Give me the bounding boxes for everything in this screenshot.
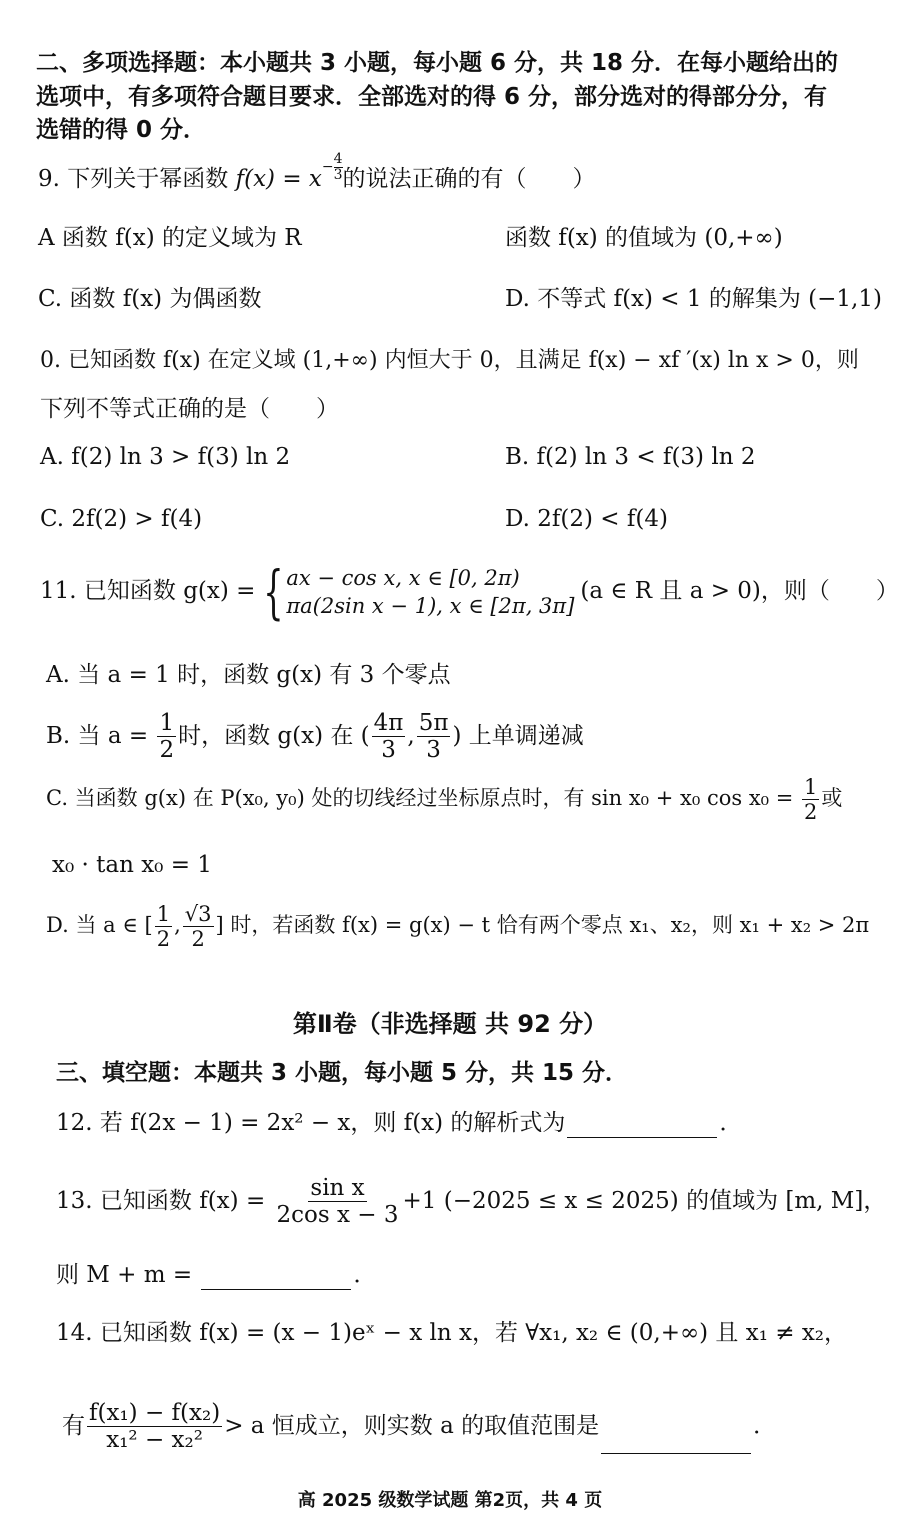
q11-b-mid: 时，函数 g(x) 在 ( (178, 722, 370, 749)
q11-option-b (46, 710, 584, 764)
q11-c-frac-num: 1 (804, 775, 818, 799)
q14-line1: 14. 已知函数 f(x) = (x − 1)eˣ − x ln x，若 ∀x₁, x₂ ∈ (0,+∞) 且 x₁ ≠ x₂， (56, 1320, 848, 1346)
section3-heading: 三、填空题：本题共 3 小题，每小题 5 分，共 15 分． (56, 1060, 629, 1086)
q10-option-d: D. 2f(2) < f(4) (505, 506, 668, 532)
q11-option-c-line2: x₀ · tan x₀ = 1 (52, 852, 212, 878)
q11-b-post: ) 上单调递减 (452, 722, 584, 749)
q11-d-f1-num: 1 (156, 902, 171, 926)
q11-b-int1 (372, 710, 406, 764)
part2-title: 第Ⅱ卷（非选择题 共 92 分） (292, 1010, 608, 1038)
q11-d-frac1 (155, 902, 172, 951)
q14-frac (87, 1400, 222, 1454)
q10-option-b: B. f(2) ln 3 < f(3) ln 2 (505, 444, 756, 470)
q11-option-c (46, 775, 842, 824)
q11-stem-post: (a ∈ R 且 a > 0)，则（ ） (580, 578, 899, 605)
q11-b-int2 (417, 710, 451, 764)
q9-option-d: D. 不等式 f(x) < 1 的解集为 (−1,1) (505, 286, 882, 312)
q11-b-int1-num: 4π (373, 710, 404, 736)
q13-frac (275, 1175, 401, 1229)
q9-stem (38, 151, 596, 194)
q11-b-int2-den: 3 (426, 737, 441, 764)
q11-d-pre: D. 当 a ∈ [ (46, 913, 153, 938)
q14-l2-end: ． (753, 1412, 777, 1439)
q13-answer-blank (201, 1267, 351, 1290)
q11-b-comma: , (407, 722, 415, 749)
q9-stem-post: 的说法正确的有（ ） (342, 166, 596, 192)
q14-frac-num: f(x₁) − f(x₂) (89, 1400, 221, 1426)
q11-d-comma: , (174, 913, 181, 938)
q9-stem-pre: 9. 下列关于幂函数 (38, 166, 236, 192)
q9-option-a: A 函数 f(x) 的定义域为 R (38, 225, 302, 251)
q11-d-f2-den: 2 (191, 927, 205, 952)
q11-c-post: 或 (821, 786, 843, 811)
q14-frac-den: x₁² − x₂² (106, 1427, 203, 1454)
q9-exponent (322, 152, 343, 182)
q11-case2: πa(2sin x − 1), x ∈ [2π, 3π] (286, 594, 575, 618)
q9-option-b: 函数 f(x) 的值域为 (0,+∞) (505, 225, 783, 251)
q11-brace: { (263, 558, 285, 626)
q13-pre: 13. 已知函数 f(x) = (56, 1187, 273, 1214)
q13-line2 (56, 1262, 376, 1290)
q10-option-a: A. f(2) ln 3 > f(3) ln 2 (40, 444, 291, 470)
q11-option-a: A. 当 a = 1 时，函数 g(x) 有 3 个零点 (46, 662, 451, 688)
q11-stem-pre: 11. 已知函数 g(x) = (40, 578, 256, 605)
q9-exp-sign: − (321, 158, 334, 175)
q13-post: +1 (−2025 ≤ x ≤ 2025) 的值域为 [m, M]， (402, 1187, 887, 1214)
q9-func: f(x) = x (235, 166, 322, 192)
q14-line2 (62, 1400, 776, 1454)
q12-pre: 12. 若 f(2x − 1) = 2x² − x，则 f(x) 的解析式为 (56, 1110, 566, 1136)
q11-b-int1-den: 3 (381, 737, 396, 764)
section2-heading-line2: 选项中，有多项符合题目要求．全部选对的得 6 分，部分选对的得部分分，有 (36, 84, 828, 110)
q10-stem-line2: 下列不等式正确的是（ ） (40, 396, 339, 422)
q11-d-post: ] 时，若函数 f(x) = g(x) − t 恰有两个零点 x₁、x₂，则 x₁ + x₂ > 2π (215, 913, 870, 938)
q11-cases (286, 564, 574, 621)
q11-c-frac-den: 2 (804, 800, 818, 825)
q14-l2-pre: 有 (62, 1412, 85, 1439)
q13-frac-num: sin x (310, 1175, 365, 1201)
q9-exp-num: 4 (333, 151, 343, 167)
q11-c-pre: C. 当函数 g(x) 在 P(x₀, y₀) 处的切线经过坐标原点时，有 sin x₀ + x₀ cos x₀ = (46, 786, 801, 811)
q11-case1: ax − cos x, x ∈ [0, 2π) (286, 565, 520, 590)
q11-b-frac-num: 1 (159, 710, 175, 736)
q13-l2-pre: 则 M + m = (56, 1262, 200, 1288)
q11-b-frac (157, 710, 176, 764)
q14-answer-blank (601, 1431, 751, 1454)
q11-d-f1-den: 2 (156, 927, 171, 952)
q11-b-frac-den: 2 (159, 737, 175, 764)
page-footer: 高 2025 级数学试题 第2页，共 4 页 (297, 1490, 603, 1511)
q11-d-frac2 (183, 902, 214, 951)
q12 (56, 1110, 742, 1138)
q14-l2-post: > a 恒成立，则实数 a 的取值范围是 (224, 1412, 600, 1439)
q11-b-int2-num: 5π (418, 710, 449, 736)
q13-frac-den: 2cos x − 3 (276, 1202, 399, 1229)
q11-d-f2-num: √3 (184, 902, 212, 926)
q11-stem (40, 558, 899, 626)
q9-option-c: C. 函数 f(x) 为偶函数 (38, 286, 262, 312)
q11-c-frac (802, 775, 819, 824)
q12-answer-blank (567, 1115, 717, 1138)
q9-exp-den: 3 (333, 166, 343, 183)
section2-heading-line1: 二、多项选择题：本小题共 3 小题，每小题 6 分，共 18 分．在每小题给出的 (36, 50, 839, 76)
q13 (56, 1175, 886, 1229)
q12-post: ． (719, 1110, 743, 1136)
q10-stem-line1: 0. 已知函数 f(x) 在定义域 (1,+∞) 内恒大于 0，且满足 f(x) − xf ′(x) ln x > 0，则 (40, 348, 859, 373)
section2-heading-line3: 选错的得 0 分． (36, 117, 207, 143)
q11-b-pre: B. 当 a = (46, 722, 156, 749)
q13-l2-post: ． (353, 1262, 377, 1288)
q10-option-c: C. 2f(2) > f(4) (40, 506, 203, 532)
q11-option-d (46, 902, 869, 951)
